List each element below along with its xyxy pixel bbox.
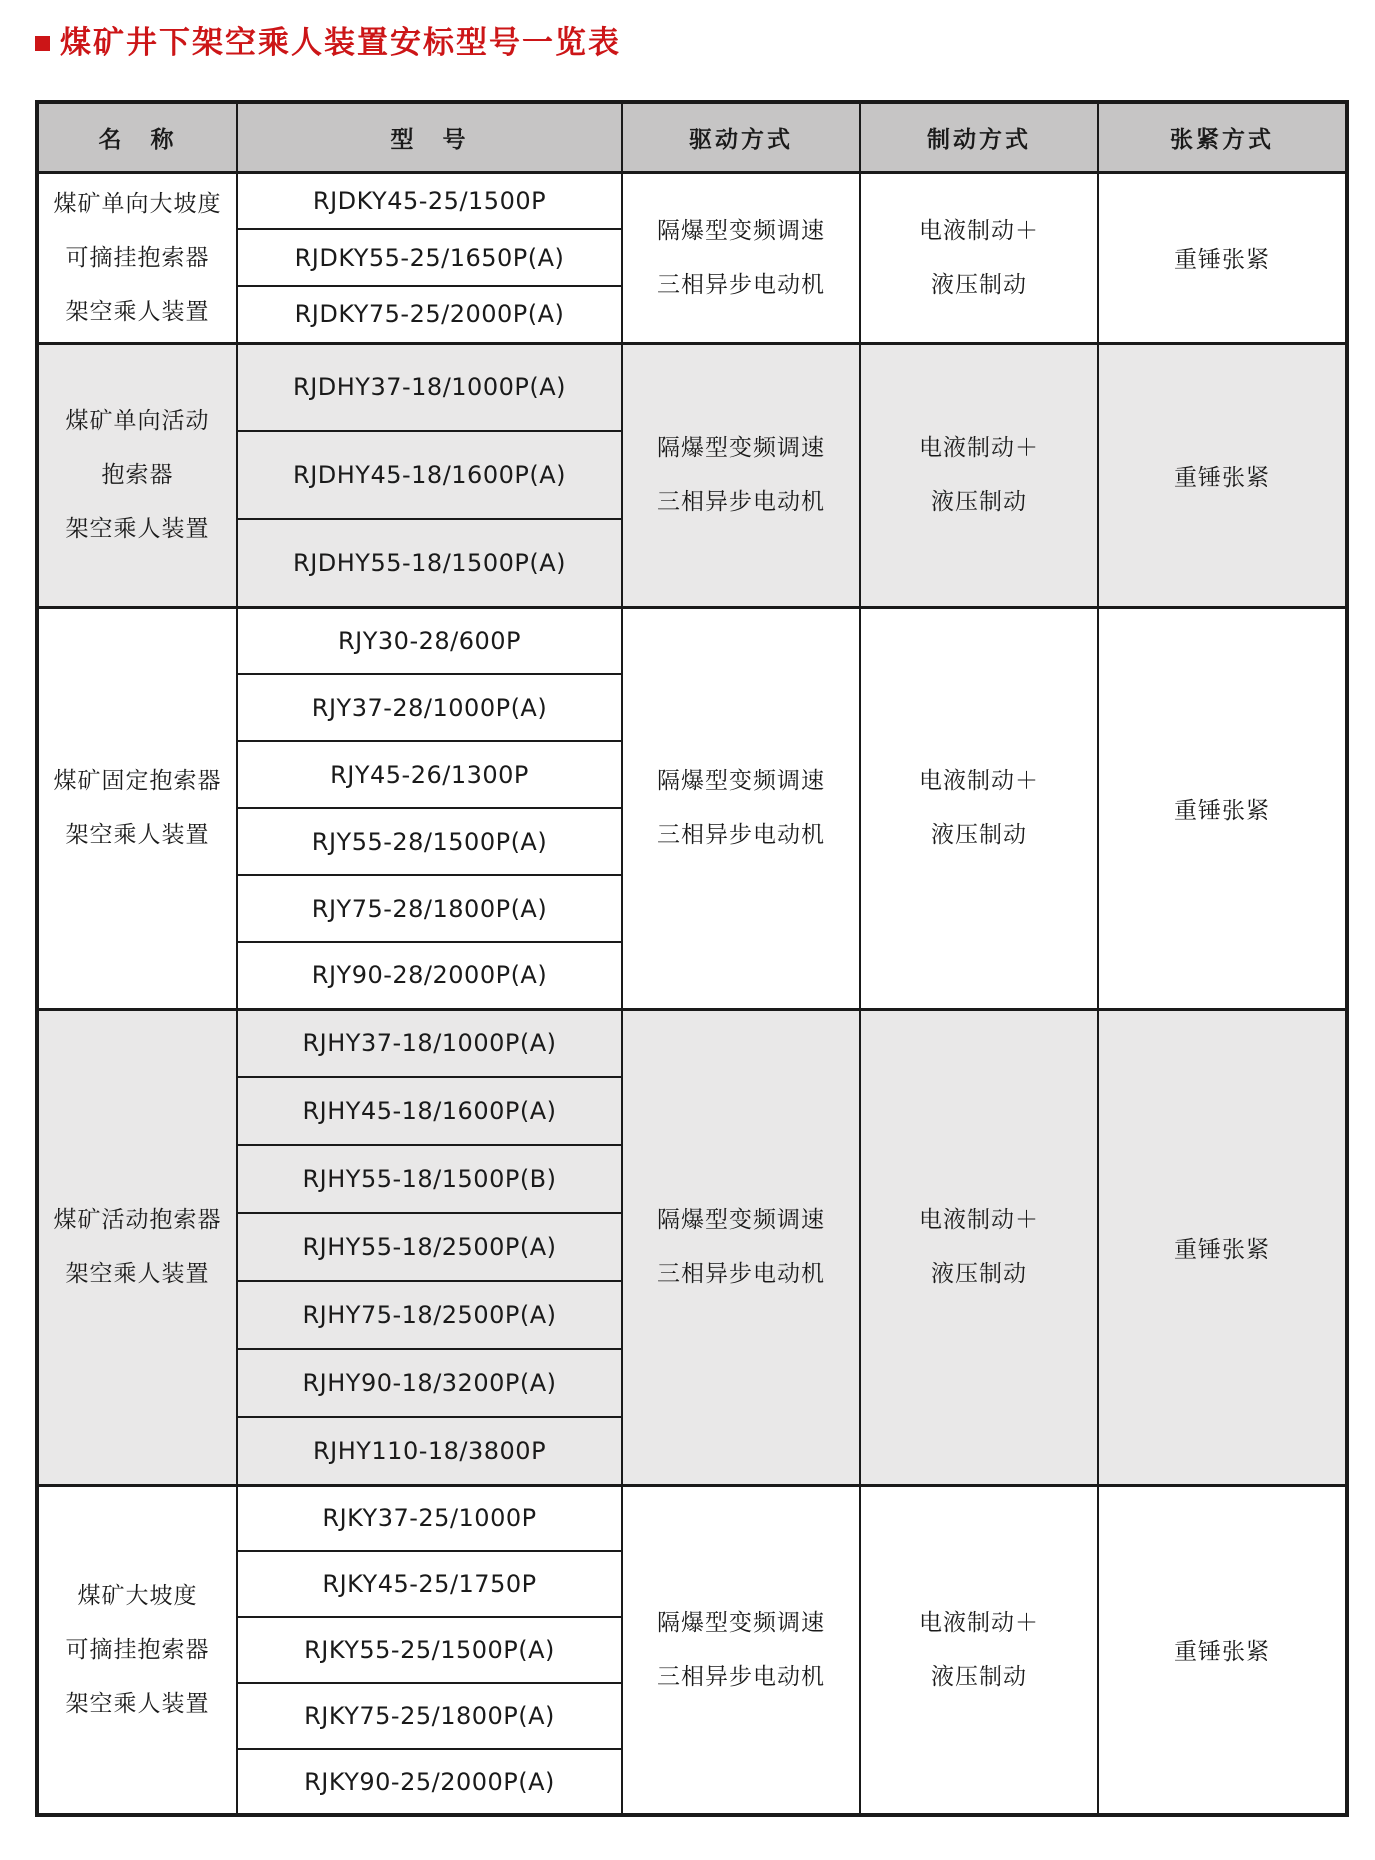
- drive-mode-cell-line: 三相异步电动机: [657, 1261, 825, 1288]
- device-name-cell: [37, 1485, 237, 1815]
- model-number-cell-line: RJHY55-18/2500P(A): [302, 1233, 557, 1262]
- model-number-cell: [237, 875, 622, 942]
- model-number-cell-line: RJKY45-25/1750P: [322, 1570, 537, 1599]
- brake-mode-cell-line: 液压制动: [931, 1261, 1027, 1288]
- brake-mode-cell-line: 电液制动＋: [919, 1207, 1039, 1234]
- model-number-cell: [237, 1749, 622, 1815]
- model-number-cell-line: RJY37-28/1000P(A): [311, 693, 548, 722]
- tension-mode-cell: [1098, 1485, 1347, 1815]
- model-number-cell: [237, 1551, 622, 1617]
- brake-mode-cell-line: 电液制动＋: [919, 768, 1039, 795]
- tension-mode-cell: [1098, 343, 1347, 607]
- page-title-text: 煤矿井下架空乘人装置安标型号一览表: [60, 25, 621, 61]
- model-number-cell: [237, 1349, 622, 1417]
- header-row: [37, 102, 1347, 172]
- brake-mode-cell: [860, 172, 1098, 343]
- tension-mode-cell-line: 重锤张紧: [1174, 1236, 1270, 1263]
- model-number-cell-line: RJDHY45-18/1600P(A): [293, 461, 566, 490]
- tension-mode-cell-line: 重锤张紧: [1174, 464, 1270, 491]
- drive-mode-cell-line: 隔爆型变频调速: [657, 1207, 825, 1234]
- model-number-cell: [237, 431, 622, 519]
- header-model: 型 号: [237, 102, 622, 172]
- device-name-cell-line: 煤矿固定抱索器: [53, 768, 222, 795]
- page-title: [35, 26, 1345, 60]
- drive-mode-cell-line: 三相异步电动机: [657, 1663, 825, 1690]
- brake-mode-cell-line: 液压制动: [931, 1663, 1027, 1690]
- model-number-cell: [237, 674, 622, 741]
- drive-mode-cell: [622, 1009, 860, 1485]
- table-row: [37, 343, 1347, 431]
- device-name-cell-line: 煤矿活动抱索器: [53, 1207, 222, 1234]
- table-row: [37, 1009, 1347, 1077]
- brake-mode-cell-line: 电液制动＋: [919, 1609, 1039, 1636]
- device-name-cell-line: 架空乘人装置: [65, 516, 210, 543]
- model-number-cell-line: RJKY75-25/1800P(A): [304, 1702, 555, 1731]
- brake-mode-cell: [860, 1009, 1098, 1485]
- drive-mode-cell-line: 隔爆型变频调速: [657, 217, 825, 244]
- device-name-cell: [37, 1009, 237, 1485]
- brake-mode-cell-line: 电液制动＋: [919, 217, 1039, 244]
- model-number-cell-line: RJHY37-18/1000P(A): [302, 1029, 557, 1058]
- model-number-cell: [237, 607, 622, 674]
- device-name-cell: [37, 607, 237, 1009]
- model-number-cell-line: RJKY55-25/1500P(A): [304, 1636, 555, 1665]
- model-number-cell: [237, 1213, 622, 1281]
- header-tension-mode: 张紧方式: [1098, 102, 1347, 172]
- model-table-header: [37, 102, 1347, 172]
- device-name-cell-line: 煤矿单向大坡度: [53, 190, 222, 217]
- model-number-cell-line: RJY75-28/1800P(A): [311, 894, 548, 923]
- table-row: [37, 172, 1347, 229]
- tension-mode-cell: [1098, 172, 1347, 343]
- model-number-cell-line: RJHY90-18/3200P(A): [302, 1369, 557, 1398]
- device-name-cell: [37, 343, 237, 607]
- device-name-cell-line: 抱索器: [101, 462, 174, 489]
- model-number-cell: [237, 172, 622, 229]
- model-number-cell: [237, 1145, 622, 1213]
- model-number-cell: [237, 808, 622, 875]
- model-table-body: [37, 172, 1347, 1815]
- model-number-cell: [237, 1485, 622, 1551]
- model-number-cell-line: RJY45-26/1300P: [330, 760, 529, 789]
- model-number-cell: [237, 942, 622, 1009]
- device-name-cell-line: 可摘挂抱索器: [65, 244, 210, 271]
- header-brake-mode: 制动方式: [860, 102, 1098, 172]
- brake-mode-cell-line: 液压制动: [931, 489, 1027, 516]
- model-number-cell: [237, 1077, 622, 1145]
- model-number-cell: [237, 343, 622, 431]
- brake-mode-cell-line: 电液制动＋: [919, 435, 1039, 462]
- brake-mode-cell: [860, 607, 1098, 1009]
- model-number-cell-line: RJDHY37-18/1000P(A): [293, 373, 566, 402]
- model-number-cell: [237, 1281, 622, 1349]
- model-number-cell-line: RJDKY75-25/2000P(A): [294, 300, 565, 329]
- model-number-cell: [237, 229, 622, 286]
- brake-mode-cell-line: 液压制动: [931, 271, 1027, 298]
- model-number-cell-line: RJKY37-25/1000P: [322, 1504, 537, 1533]
- tension-mode-cell-line: 重锤张紧: [1174, 1639, 1270, 1666]
- model-number-cell-line: RJY90-28/2000P(A): [311, 961, 548, 990]
- drive-mode-cell-line: 隔爆型变频调速: [657, 435, 825, 462]
- drive-mode-cell-line: 隔爆型变频调速: [657, 1609, 825, 1636]
- model-number-cell: [237, 1417, 622, 1485]
- model-table: [35, 100, 1349, 1817]
- drive-mode-cell: [622, 343, 860, 607]
- brake-mode-cell-line: 液压制动: [931, 822, 1027, 849]
- drive-mode-cell: [622, 1485, 860, 1815]
- device-name-cell-line: 架空乘人装置: [65, 1690, 210, 1717]
- table-row: [37, 1485, 1347, 1551]
- tension-mode-cell: [1098, 1009, 1347, 1485]
- drive-mode-cell-line: 三相异步电动机: [657, 489, 825, 516]
- drive-mode-cell-line: 隔爆型变频调速: [657, 768, 825, 795]
- model-number-cell: [237, 519, 622, 607]
- brake-mode-cell: [860, 343, 1098, 607]
- tension-mode-cell: [1098, 607, 1347, 1009]
- drive-mode-cell: [622, 607, 860, 1009]
- model-number-cell-line: RJHY55-18/1500P(B): [302, 1165, 557, 1194]
- header-drive-mode: 驱动方式: [622, 102, 860, 172]
- device-name-cell-line: 煤矿单向活动: [65, 408, 210, 435]
- model-number-cell: [237, 741, 622, 808]
- model-number-cell-line: RJHY110-18/3800P: [312, 1436, 547, 1465]
- device-name-cell-line: 架空乘人装置: [65, 1261, 210, 1288]
- device-name-cell-line: 架空乘人装置: [65, 822, 210, 849]
- tension-mode-cell-line: 重锤张紧: [1174, 247, 1270, 274]
- header-name: 名 称: [37, 102, 237, 172]
- red-square-icon: [35, 36, 50, 51]
- device-name-cell-line: 可摘挂抱索器: [65, 1636, 210, 1663]
- model-number-cell-line: RJDKY55-25/1650P(A): [294, 243, 565, 272]
- device-name-cell-line: 煤矿大坡度: [77, 1582, 198, 1609]
- device-name-cell-line: 架空乘人装置: [65, 298, 210, 325]
- drive-mode-cell-line: 三相异步电动机: [657, 271, 825, 298]
- model-number-cell-line: RJKY90-25/2000P(A): [304, 1767, 555, 1796]
- model-number-cell: [237, 1617, 622, 1683]
- model-number-cell: [237, 286, 622, 343]
- drive-mode-cell: [622, 172, 860, 343]
- tension-mode-cell-line: 重锤张紧: [1174, 797, 1270, 824]
- model-number-cell-line: RJY55-28/1500P(A): [311, 827, 548, 856]
- drive-mode-cell-line: 三相异步电动机: [657, 822, 825, 849]
- model-number-cell-line: RJDHY55-18/1500P(A): [293, 548, 566, 577]
- model-number-cell-line: RJDKY45-25/1500P: [312, 186, 547, 215]
- model-number-cell: [237, 1683, 622, 1749]
- device-name-cell: [37, 172, 237, 343]
- table-row: [37, 607, 1347, 674]
- model-number-cell: [237, 1009, 622, 1077]
- brake-mode-cell: [860, 1485, 1098, 1815]
- model-number-cell-line: RJHY75-18/2500P(A): [302, 1301, 557, 1330]
- model-number-cell-line: RJHY45-18/1600P(A): [302, 1097, 557, 1126]
- model-number-cell-line: RJY30-28/600P: [337, 626, 522, 655]
